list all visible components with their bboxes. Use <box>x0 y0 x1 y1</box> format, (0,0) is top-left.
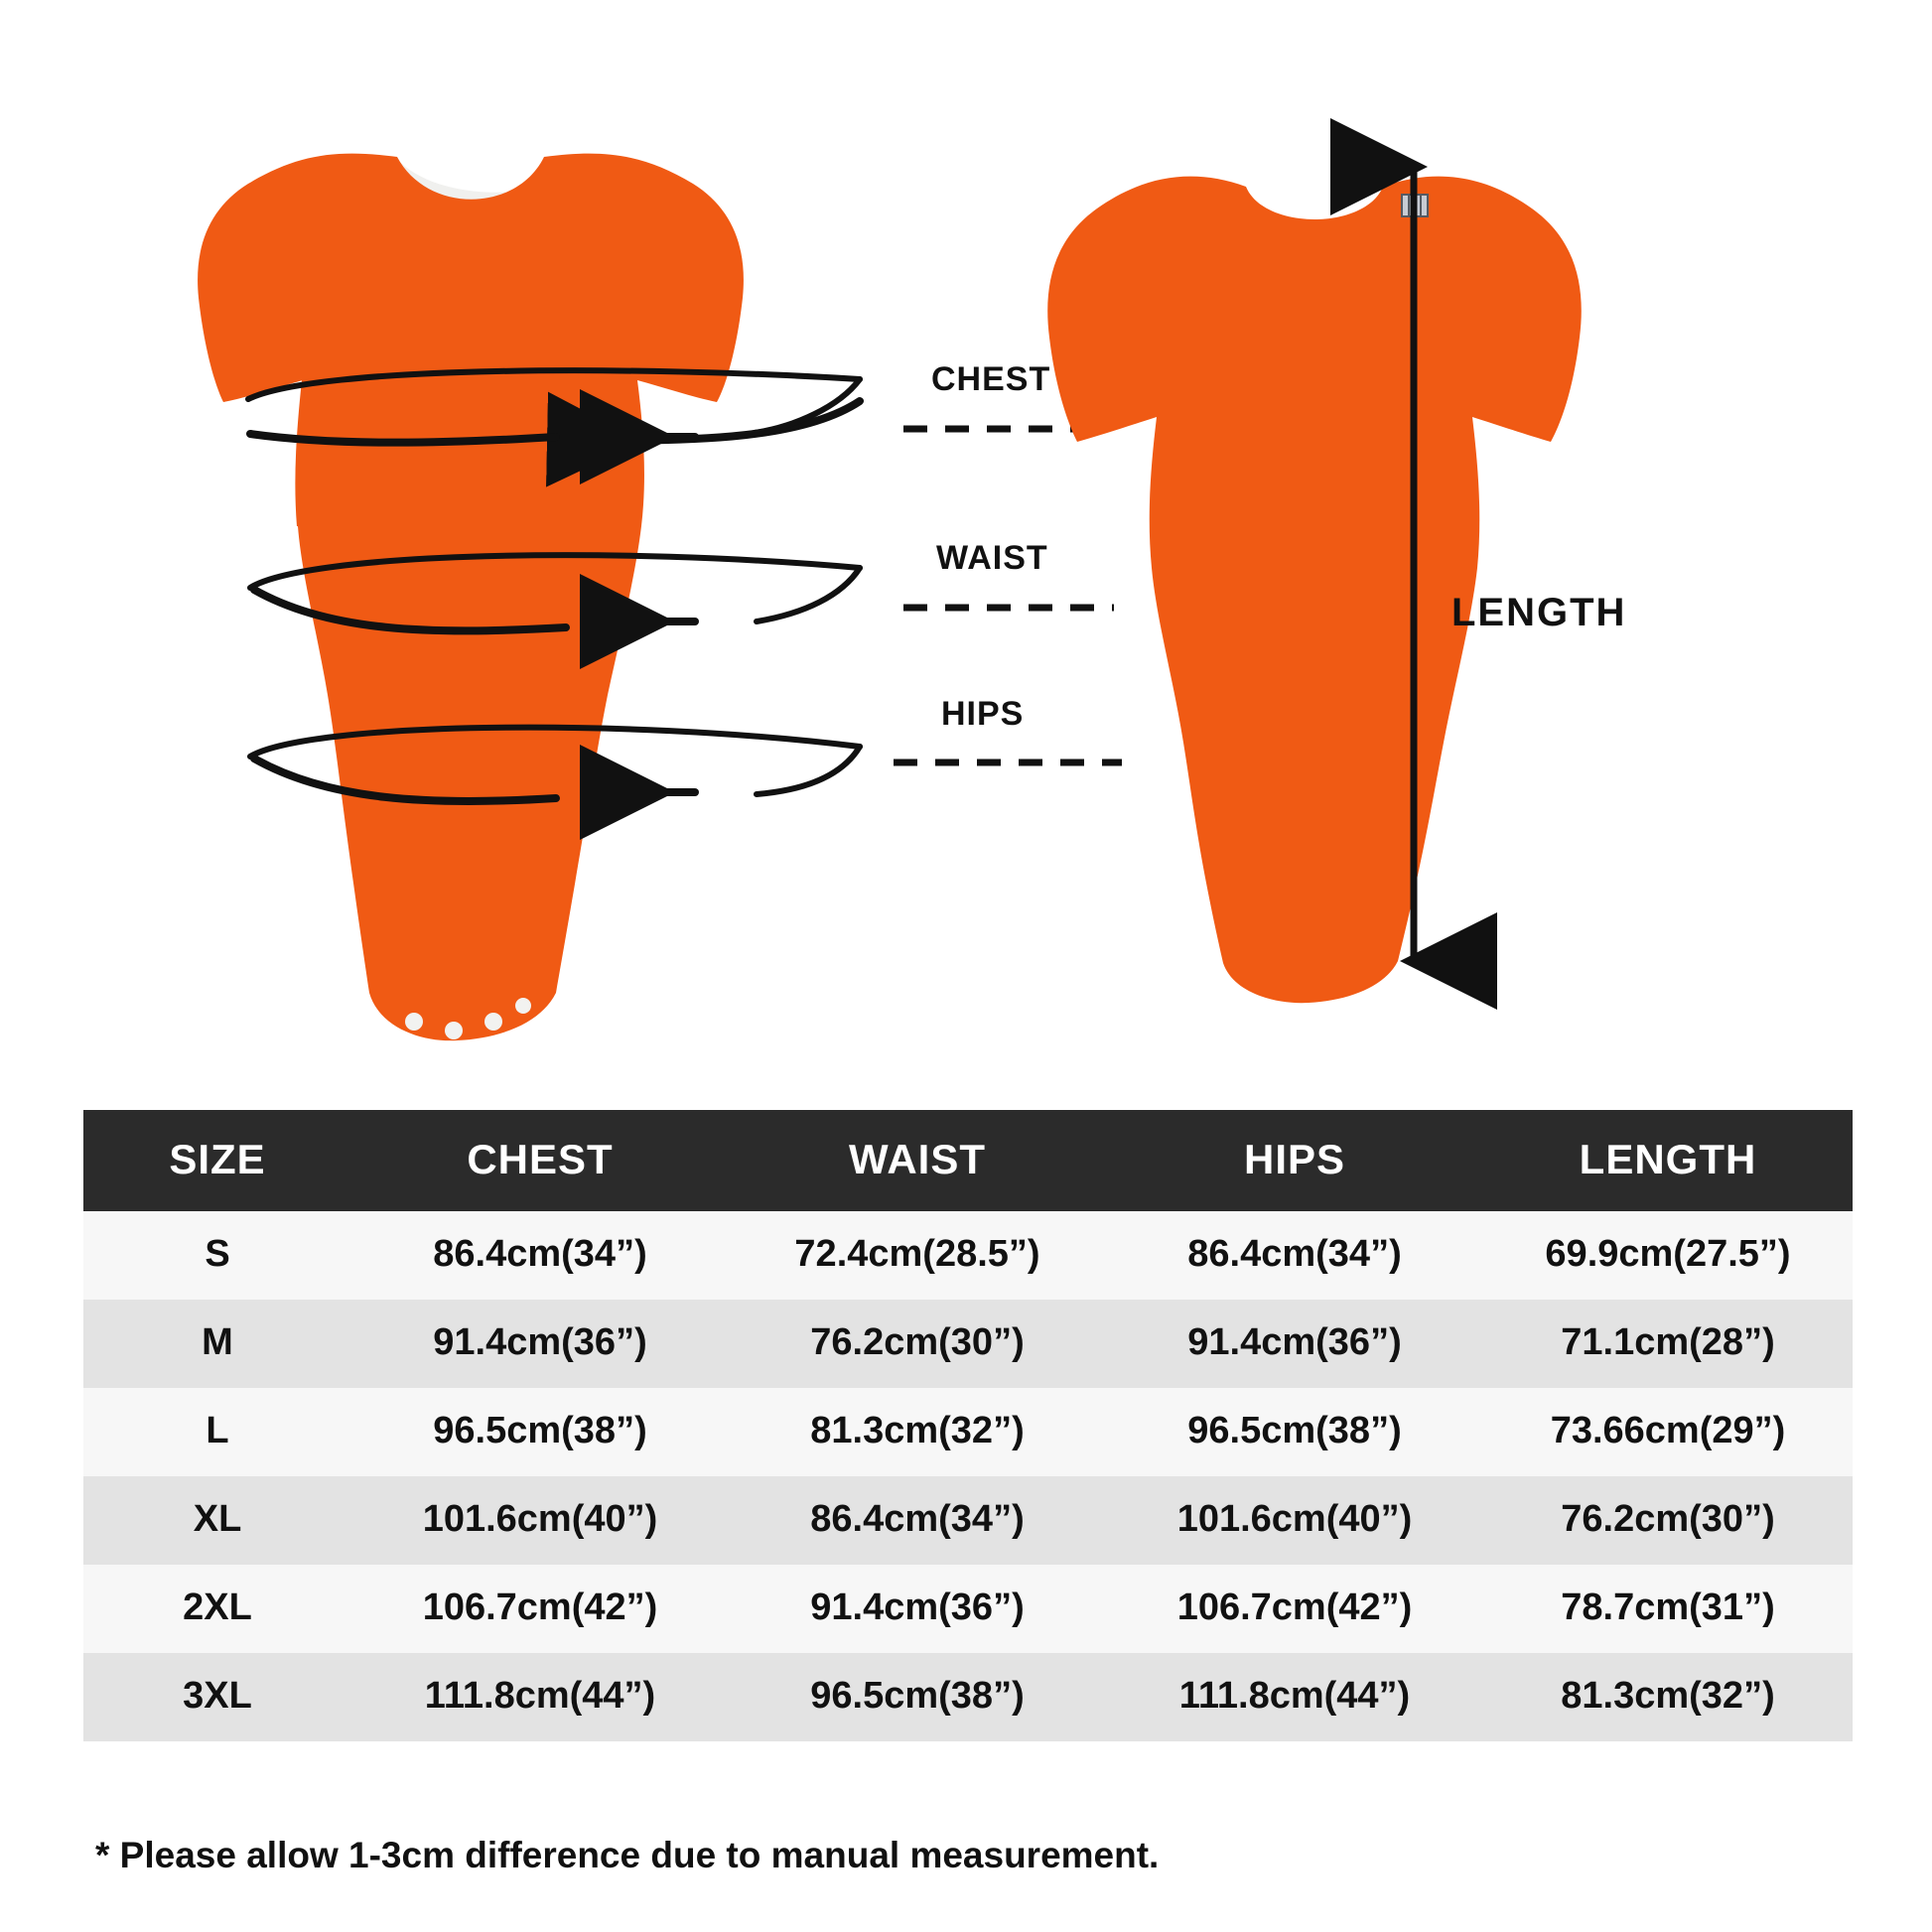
cell-length: 71.1cm(28”) <box>1483 1300 1853 1388</box>
cell-size: S <box>83 1211 351 1300</box>
cell-size: 2XL <box>83 1565 351 1653</box>
table-row <box>83 1565 1853 1653</box>
cell-waist: 81.3cm(32”) <box>729 1388 1106 1476</box>
column-header-size: SIZE <box>83 1110 351 1211</box>
cell-hips: 106.7cm(42”) <box>1106 1565 1483 1653</box>
cell-length: 69.9cm(27.5”) <box>1483 1211 1853 1300</box>
cell-waist: 91.4cm(36”) <box>729 1565 1106 1653</box>
table-row <box>83 1653 1853 1741</box>
cell-length: 73.66cm(29”) <box>1483 1388 1853 1476</box>
label-waist: WAIST <box>936 539 1048 577</box>
column-header-chest: CHEST <box>351 1110 729 1211</box>
cell-size: 3XL <box>83 1653 351 1741</box>
table-row <box>83 1211 1853 1300</box>
cell-waist: 72.4cm(28.5”) <box>729 1211 1106 1300</box>
size-chart-table <box>83 1110 1853 1741</box>
cell-chest: 96.5cm(38”) <box>351 1388 729 1476</box>
cell-size: L <box>83 1388 351 1476</box>
label-chest: CHEST <box>931 360 1051 398</box>
column-header-hips: HIPS <box>1106 1110 1483 1211</box>
cell-hips: 101.6cm(40”) <box>1106 1476 1483 1565</box>
table-row <box>83 1388 1853 1476</box>
column-header-waist: WAIST <box>729 1110 1106 1211</box>
cell-chest: 91.4cm(36”) <box>351 1300 729 1388</box>
cell-chest: 111.8cm(44”) <box>351 1653 729 1741</box>
cell-chest: 106.7cm(42”) <box>351 1565 729 1653</box>
measurement-footnote: * Please allow 1-3cm difference due to manual measurement. <box>95 1835 1160 1875</box>
column-header-length: LENGTH <box>1483 1110 1853 1211</box>
table-row <box>83 1476 1853 1565</box>
cell-size: XL <box>83 1476 351 1565</box>
bodysuit-front-view <box>198 154 744 1041</box>
cell-hips: 86.4cm(34”) <box>1106 1211 1483 1300</box>
cell-length: 76.2cm(30”) <box>1483 1476 1853 1565</box>
cell-length: 78.7cm(31”) <box>1483 1565 1853 1653</box>
cell-size: M <box>83 1300 351 1388</box>
label-length: LENGTH <box>1451 591 1627 634</box>
cell-chest: 101.6cm(40”) <box>351 1476 729 1565</box>
label-hips: HIPS <box>941 695 1025 733</box>
cell-waist: 86.4cm(34”) <box>729 1476 1106 1565</box>
cell-waist: 96.5cm(38”) <box>729 1653 1106 1741</box>
table-header-row <box>83 1110 1853 1211</box>
cell-hips: 96.5cm(38”) <box>1106 1388 1483 1476</box>
cell-length: 81.3cm(32”) <box>1483 1653 1853 1741</box>
bodysuit-back-view <box>1047 177 1582 1004</box>
table-row <box>83 1300 1853 1388</box>
cell-hips: 111.8cm(44”) <box>1106 1653 1483 1741</box>
cell-hips: 91.4cm(36”) <box>1106 1300 1483 1388</box>
cell-waist: 76.2cm(30”) <box>729 1300 1106 1388</box>
cell-chest: 86.4cm(34”) <box>351 1211 729 1300</box>
